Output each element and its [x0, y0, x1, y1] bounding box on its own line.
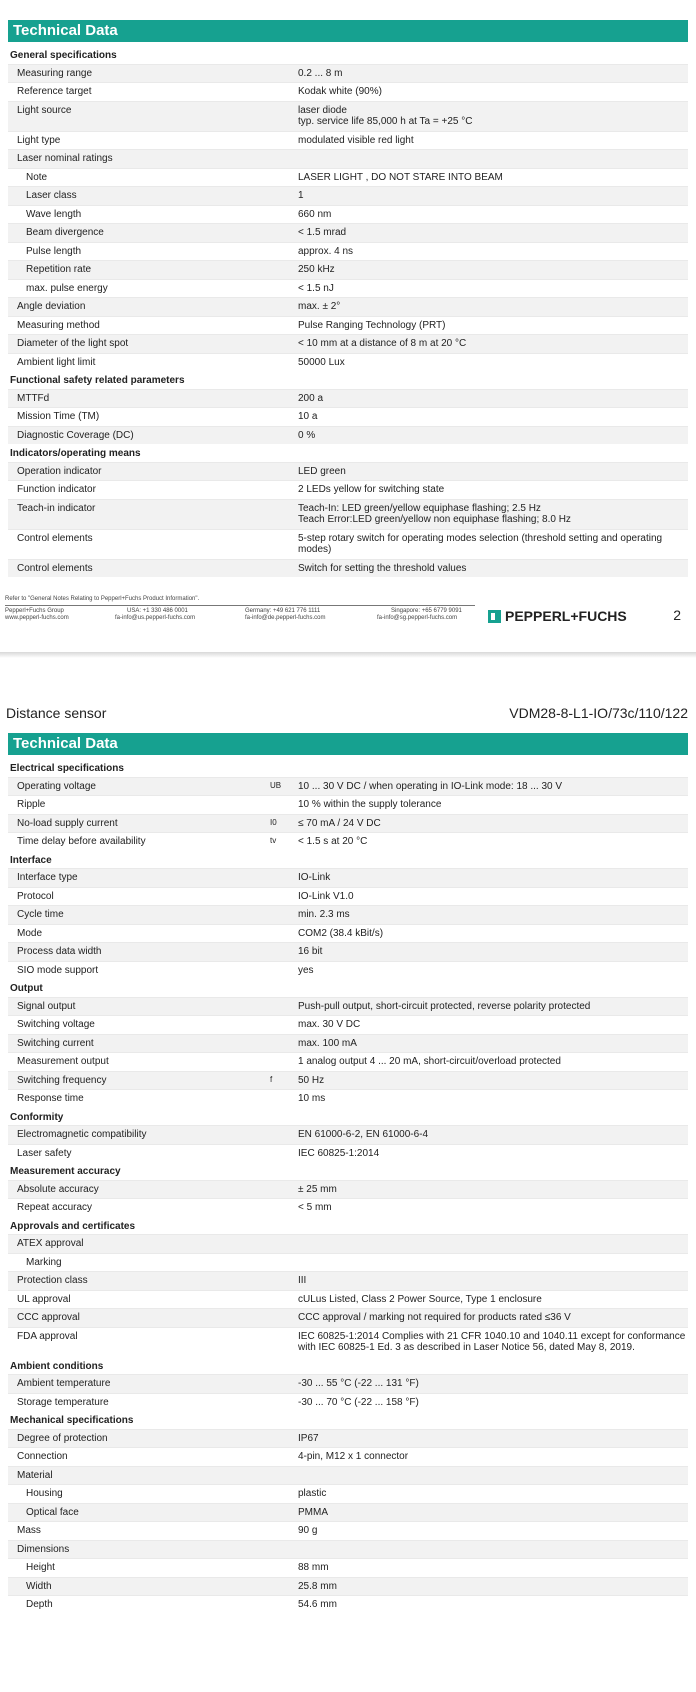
spec-symbol	[268, 1466, 296, 1485]
spec-row	[8, 814, 688, 833]
spec-label: FDA approval	[8, 1327, 268, 1357]
pepperl-fuchs-logo-icon	[488, 610, 501, 623]
spec-label: Process data width	[8, 943, 268, 962]
spec-row	[8, 1485, 688, 1504]
spec-label: Switching voltage	[8, 1016, 268, 1035]
spec-value: laser diode typ. service life 85,000 h at Ta = +25 °C	[296, 101, 688, 131]
footer-germany-email[interactable]: fa-info@de.pepperl-fuchs.com	[245, 614, 326, 621]
spec-symbol	[268, 1053, 296, 1072]
spec-value: -30 ... 55 °C (-22 ... 131 °F)	[296, 1375, 688, 1394]
spec-value: 4-pin, M12 x 1 connector	[296, 1448, 688, 1467]
spec-row	[8, 1180, 688, 1199]
footer-usa-email[interactable]: fa-info@us.pepperl-fuchs.com	[115, 614, 196, 621]
page-divider	[0, 652, 696, 658]
spec-row	[8, 168, 688, 187]
spec-row	[8, 261, 688, 280]
spec-symbol	[268, 1199, 296, 1217]
section-heading: Indicators/operating means	[10, 448, 141, 459]
spec-symbol	[268, 887, 296, 906]
section-heading: Electrical specifications	[10, 763, 124, 774]
spec-value: 16 bit	[296, 943, 688, 962]
spec-row	[8, 205, 688, 224]
spec-value	[296, 1540, 688, 1559]
spec-label: UL approval	[8, 1290, 268, 1309]
spec-symbol	[268, 298, 296, 317]
spec-row	[8, 1540, 688, 1559]
spec-label: No-load supply current	[8, 814, 268, 833]
spec-table	[8, 46, 688, 577]
spec-symbol	[268, 1596, 296, 1614]
spec-value: min. 2.3 ms	[296, 906, 688, 925]
spec-symbol	[268, 943, 296, 962]
spec-row	[8, 1090, 688, 1108]
spec-value: -30 ... 70 °C (-22 ... 158 °F)	[296, 1393, 688, 1411]
spec-row	[8, 1144, 688, 1162]
spec-label: Measurement output	[8, 1053, 268, 1072]
spec-symbol	[268, 1522, 296, 1541]
spec-row	[8, 529, 688, 559]
spec-value: modulated visible red light	[296, 131, 688, 150]
spec-label: Laser class	[8, 187, 268, 206]
spec-symbol	[268, 559, 296, 577]
spec-label: Width	[8, 1577, 268, 1596]
spec-row	[8, 481, 688, 500]
spec-symbol	[268, 131, 296, 150]
spec-value: < 5 mm	[296, 1199, 688, 1217]
spec-row	[8, 961, 688, 979]
spec-value: ≤ 70 mA / 24 V DC	[296, 814, 688, 833]
spec-symbol	[268, 796, 296, 815]
spec-symbol	[268, 1180, 296, 1199]
spec-symbol: tv	[268, 833, 296, 851]
spec-value: 54.6 mm	[296, 1596, 688, 1614]
spec-symbol	[268, 279, 296, 298]
spec-label: Height	[8, 1559, 268, 1578]
spec-table	[8, 759, 688, 1614]
spec-value: Push-pull output, short-circuit protected, reverse polarity protected	[296, 997, 688, 1016]
spec-value: 200 a	[296, 389, 688, 408]
spec-label: Mode	[8, 924, 268, 943]
spec-value: LASER LIGHT , DO NOT STARE INTO BEAM	[296, 168, 688, 187]
spec-row	[8, 1393, 688, 1411]
spec-symbol	[268, 1559, 296, 1578]
spec-value: 5-step rotary switch for operating modes selection (threshold setting and operating modes)	[296, 529, 688, 559]
spec-label: Control elements	[8, 559, 268, 577]
spec-symbol	[268, 1309, 296, 1328]
spec-label: Ripple	[8, 796, 268, 815]
spec-row	[8, 777, 688, 796]
spec-label: Ambient temperature	[8, 1375, 268, 1394]
spec-value	[296, 1253, 688, 1272]
spec-row	[8, 1071, 688, 1090]
spec-label: Measuring method	[8, 316, 268, 335]
spec-symbol: I0	[268, 814, 296, 833]
spec-value	[296, 1466, 688, 1485]
spec-label: Light type	[8, 131, 268, 150]
spec-value: < 1.5 s at 20 °C	[296, 833, 688, 851]
spec-symbol	[268, 1290, 296, 1309]
spec-label: Response time	[8, 1090, 268, 1108]
spec-value: 25.8 mm	[296, 1577, 688, 1596]
spec-label: Teach-in indicator	[8, 499, 268, 529]
section-heading: Output	[10, 983, 43, 994]
spec-row	[8, 1053, 688, 1072]
spec-label: Cycle time	[8, 906, 268, 925]
spec-label: Signal output	[8, 997, 268, 1016]
spec-symbol	[268, 997, 296, 1016]
spec-row	[8, 1235, 688, 1254]
spec-row	[8, 462, 688, 481]
spec-label: Light source	[8, 101, 268, 131]
spec-value: < 1.5 mrad	[296, 224, 688, 243]
section-heading: Approvals and certificates	[10, 1220, 136, 1232]
footer-reference: Refer to "General Notes Relating to Pepperl+Fuchs Product Information".	[5, 596, 200, 602]
spec-row	[8, 353, 688, 371]
footer-group: Pepperl+Fuchs Group www.pepperl-fuchs.com	[5, 608, 69, 621]
spec-symbol	[268, 961, 296, 979]
spec-label: Ambient light limit	[8, 353, 268, 371]
spec-row	[8, 187, 688, 206]
spec-row	[8, 796, 688, 815]
section-heading: Functional safety related parameters	[10, 375, 185, 386]
spec-symbol	[268, 242, 296, 261]
spec-row	[8, 101, 688, 131]
spec-label: Interface type	[8, 869, 268, 888]
spec-value: IP67	[296, 1429, 688, 1448]
datasheet-page-2	[8, 733, 688, 1614]
section-title-bar: Technical Data	[8, 733, 688, 755]
spec-symbol	[268, 1034, 296, 1053]
spec-row	[8, 997, 688, 1016]
spec-value: 250 kHz	[296, 261, 688, 280]
spec-label: Absolute accuracy	[8, 1180, 268, 1199]
spec-value: cULus Listed, Class 2 Power Source, Type 1 enclosure	[296, 1290, 688, 1309]
spec-label: Protocol	[8, 887, 268, 906]
spec-symbol: f	[268, 1071, 296, 1090]
spec-label: max. pulse energy	[8, 279, 268, 298]
spec-row	[8, 224, 688, 243]
spec-row	[8, 559, 688, 577]
spec-label: ATEX approval	[8, 1235, 268, 1254]
spec-label: Diameter of the light spot	[8, 335, 268, 354]
spec-symbol	[268, 101, 296, 131]
spec-value: 10 % within the supply tolerance	[296, 796, 688, 815]
spec-symbol	[268, 353, 296, 371]
spec-symbol	[268, 64, 296, 83]
spec-value: 90 g	[296, 1522, 688, 1541]
spec-label: Operation indicator	[8, 462, 268, 481]
section-heading: General specifications	[10, 50, 117, 61]
spec-value: max. 100 mA	[296, 1034, 688, 1053]
spec-symbol	[268, 1235, 296, 1254]
spec-symbol	[268, 224, 296, 243]
spec-row	[8, 316, 688, 335]
spec-value: max. ± 2°	[296, 298, 688, 317]
spec-value: < 1.5 nJ	[296, 279, 688, 298]
spec-value: 0 %	[296, 426, 688, 444]
spec-row	[8, 279, 688, 298]
spec-row	[8, 1559, 688, 1578]
product-model: VDM28-8-L1-IO/73c/110/122	[509, 705, 688, 721]
spec-row	[8, 1253, 688, 1272]
spec-row	[8, 833, 688, 851]
spec-symbol	[268, 1090, 296, 1108]
spec-row	[8, 150, 688, 169]
spec-label: MTTFd	[8, 389, 268, 408]
spec-row	[8, 1503, 688, 1522]
spec-row	[8, 242, 688, 261]
spec-value: III	[296, 1272, 688, 1291]
spec-label: Optical face	[8, 1503, 268, 1522]
spec-label: Control elements	[8, 529, 268, 559]
spec-value: Teach-In: LED green/yellow equiphase flashing; 2.5 Hz Teach Error:LED green/yellow non equiphase flashing; 8.0 Hz	[296, 499, 688, 529]
spec-label: Depth	[8, 1596, 268, 1614]
spec-row	[8, 131, 688, 150]
spec-row	[8, 64, 688, 83]
spec-symbol	[268, 261, 296, 280]
spec-label: Electromagnetic compatibility	[8, 1126, 268, 1145]
spec-label: Note	[8, 168, 268, 187]
spec-row	[8, 1126, 688, 1145]
spec-value: < 10 mm at a distance of 8 m at 20 °C	[296, 335, 688, 354]
spec-row	[8, 1016, 688, 1035]
spec-symbol	[268, 462, 296, 481]
page-number: 2	[673, 607, 681, 623]
spec-row	[8, 1290, 688, 1309]
spec-row	[8, 1596, 688, 1614]
spec-row	[8, 924, 688, 943]
spec-label: Wave length	[8, 205, 268, 224]
spec-value: Kodak white (90%)	[296, 83, 688, 102]
spec-value	[296, 150, 688, 169]
spec-row	[8, 1272, 688, 1291]
spec-symbol	[268, 1577, 296, 1596]
spec-symbol	[268, 1253, 296, 1272]
spec-row	[8, 1429, 688, 1448]
spec-row	[8, 83, 688, 102]
spec-symbol	[268, 1503, 296, 1522]
spec-label: Connection	[8, 1448, 268, 1467]
spec-value: IEC 60825-1:2014 Complies with 21 CFR 1040.10 and 1040.11 except for conformance with IEC 60825-1 Ed. 3 as described in Laser Notice 56, dated May 8, 2019.	[296, 1327, 688, 1357]
section-heading: Interface	[10, 854, 52, 866]
spec-value: 2 LEDs yellow for switching state	[296, 481, 688, 500]
spec-value: IO-Link	[296, 869, 688, 888]
spec-symbol	[268, 1327, 296, 1357]
spec-label: Material	[8, 1466, 268, 1485]
spec-row	[8, 426, 688, 444]
spec-symbol	[268, 1393, 296, 1411]
spec-value: IO-Link V1.0	[296, 887, 688, 906]
spec-value: IEC 60825-1:2014	[296, 1144, 688, 1162]
spec-value: 10 a	[296, 408, 688, 427]
spec-label: Time delay before availability	[8, 833, 268, 851]
spec-row	[8, 408, 688, 427]
spec-symbol	[268, 187, 296, 206]
spec-value: 1	[296, 187, 688, 206]
spec-row	[8, 906, 688, 925]
spec-symbol	[268, 316, 296, 335]
spec-value: approx. 4 ns	[296, 242, 688, 261]
spec-symbol	[268, 869, 296, 888]
spec-symbol	[268, 408, 296, 427]
spec-label: Angle deviation	[8, 298, 268, 317]
spec-label: SIO mode support	[8, 961, 268, 979]
spec-value: 50000 Lux	[296, 353, 688, 371]
spec-symbol	[268, 1375, 296, 1394]
spec-label: Protection class	[8, 1272, 268, 1291]
spec-symbol	[268, 1448, 296, 1467]
spec-value: 10 ms	[296, 1090, 688, 1108]
spec-symbol	[268, 906, 296, 925]
spec-label: Repetition rate	[8, 261, 268, 280]
spec-label: Beam divergence	[8, 224, 268, 243]
spec-label: CCC approval	[8, 1309, 268, 1328]
spec-symbol	[268, 529, 296, 559]
spec-row	[8, 499, 688, 529]
spec-row	[8, 1375, 688, 1394]
spec-value: CCC approval / marking not required for products rated ≤36 V	[296, 1309, 688, 1328]
spec-symbol	[268, 1429, 296, 1448]
footer-germany: Germany: +49 621 776 1111 fa-info@de.pepperl-fuchs.com	[245, 608, 326, 621]
spec-label: Housing	[8, 1485, 268, 1504]
spec-symbol	[268, 1485, 296, 1504]
spec-row	[8, 1199, 688, 1217]
spec-symbol	[268, 924, 296, 943]
spec-value: 10 ... 30 V DC / when operating in IO-Link mode: 18 ... 30 V	[296, 777, 688, 796]
spec-value: 88 mm	[296, 1559, 688, 1578]
spec-symbol	[268, 150, 296, 169]
product-category: Distance sensor	[6, 705, 107, 721]
spec-row	[8, 389, 688, 408]
spec-label: Laser safety	[8, 1144, 268, 1162]
spec-label: Dimensions	[8, 1540, 268, 1559]
footer-singapore: Singapore: +65 6779 9091 fa-info@sg.pepperl-fuchs.com	[377, 608, 462, 621]
spec-symbol	[268, 335, 296, 354]
spec-value: LED green	[296, 462, 688, 481]
spec-symbol	[268, 1272, 296, 1291]
spec-symbol	[268, 168, 296, 187]
spec-row	[8, 1034, 688, 1053]
spec-label: Measuring range	[8, 64, 268, 83]
section-heading: Ambient conditions	[10, 1360, 104, 1372]
spec-symbol	[268, 481, 296, 500]
spec-value: COM2 (38.4 kBit/s)	[296, 924, 688, 943]
spec-symbol	[268, 499, 296, 529]
spec-row	[8, 1309, 688, 1328]
spec-label: Switching current	[8, 1034, 268, 1053]
spec-label: Degree of protection	[8, 1429, 268, 1448]
spec-row	[8, 335, 688, 354]
spec-label: Reference target	[8, 83, 268, 102]
spec-label: Repeat accuracy	[8, 1199, 268, 1217]
spec-value: EN 61000-6-2, EN 61000-6-4	[296, 1126, 688, 1145]
spec-value	[296, 1235, 688, 1254]
spec-value: PMMA	[296, 1503, 688, 1522]
spec-value: 50 Hz	[296, 1071, 688, 1090]
spec-label: Diagnostic Coverage (DC)	[8, 426, 268, 444]
footer-website-link[interactable]: www.pepperl-fuchs.com	[5, 614, 69, 621]
spec-label: Pulse length	[8, 242, 268, 261]
spec-value: 1 analog output 4 ... 20 mA, short-circuit/overload protected	[296, 1053, 688, 1072]
section-heading: Measurement accuracy	[10, 1166, 121, 1177]
spec-row	[8, 887, 688, 906]
spec-label: Laser nominal ratings	[8, 150, 268, 169]
footer-singapore-email[interactable]: fa-info@sg.pepperl-fuchs.com	[377, 614, 458, 621]
spec-value: Pulse Ranging Technology (PRT)	[296, 316, 688, 335]
footer-rule	[5, 605, 475, 606]
spec-row	[8, 298, 688, 317]
spec-value: yes	[296, 961, 688, 979]
spec-label: Mission Time (TM)	[8, 408, 268, 427]
spec-symbol	[268, 205, 296, 224]
section-heading: Conformity	[10, 1111, 64, 1123]
spec-label: Marking	[8, 1253, 268, 1272]
spec-label: Storage temperature	[8, 1393, 268, 1411]
spec-label: Operating voltage	[8, 777, 268, 796]
spec-row	[8, 1327, 688, 1357]
spec-symbol	[268, 1144, 296, 1162]
spec-symbol	[268, 1126, 296, 1145]
brand-logo: PEPPERL+FUCHS	[488, 608, 627, 624]
spec-row	[8, 1448, 688, 1467]
spec-row	[8, 1577, 688, 1596]
spec-value: max. 30 V DC	[296, 1016, 688, 1035]
spec-row	[8, 943, 688, 962]
spec-symbol	[268, 83, 296, 102]
spec-symbol	[268, 426, 296, 444]
spec-value: 660 nm	[296, 205, 688, 224]
datasheet-page-1	[8, 20, 688, 577]
spec-symbol	[268, 1540, 296, 1559]
spec-value: Switch for setting the threshold values	[296, 559, 688, 577]
spec-label: Function indicator	[8, 481, 268, 500]
footer-usa: USA: +1 330 486 0001 fa-info@us.pepperl-fuchs.com	[115, 608, 196, 621]
spec-value: 0.2 ... 8 m	[296, 64, 688, 83]
spec-value: ± 25 mm	[296, 1180, 688, 1199]
spec-row	[8, 1522, 688, 1541]
spec-symbol	[268, 1016, 296, 1035]
spec-value: plastic	[296, 1485, 688, 1504]
spec-label: Switching frequency	[8, 1071, 268, 1090]
section-title-bar: Technical Data	[8, 20, 688, 42]
spec-label: Mass	[8, 1522, 268, 1541]
spec-symbol	[268, 389, 296, 408]
spec-row	[8, 1466, 688, 1485]
spec-row	[8, 869, 688, 888]
section-heading: Mechanical specifications	[10, 1415, 134, 1426]
spec-symbol: UB	[268, 777, 296, 796]
